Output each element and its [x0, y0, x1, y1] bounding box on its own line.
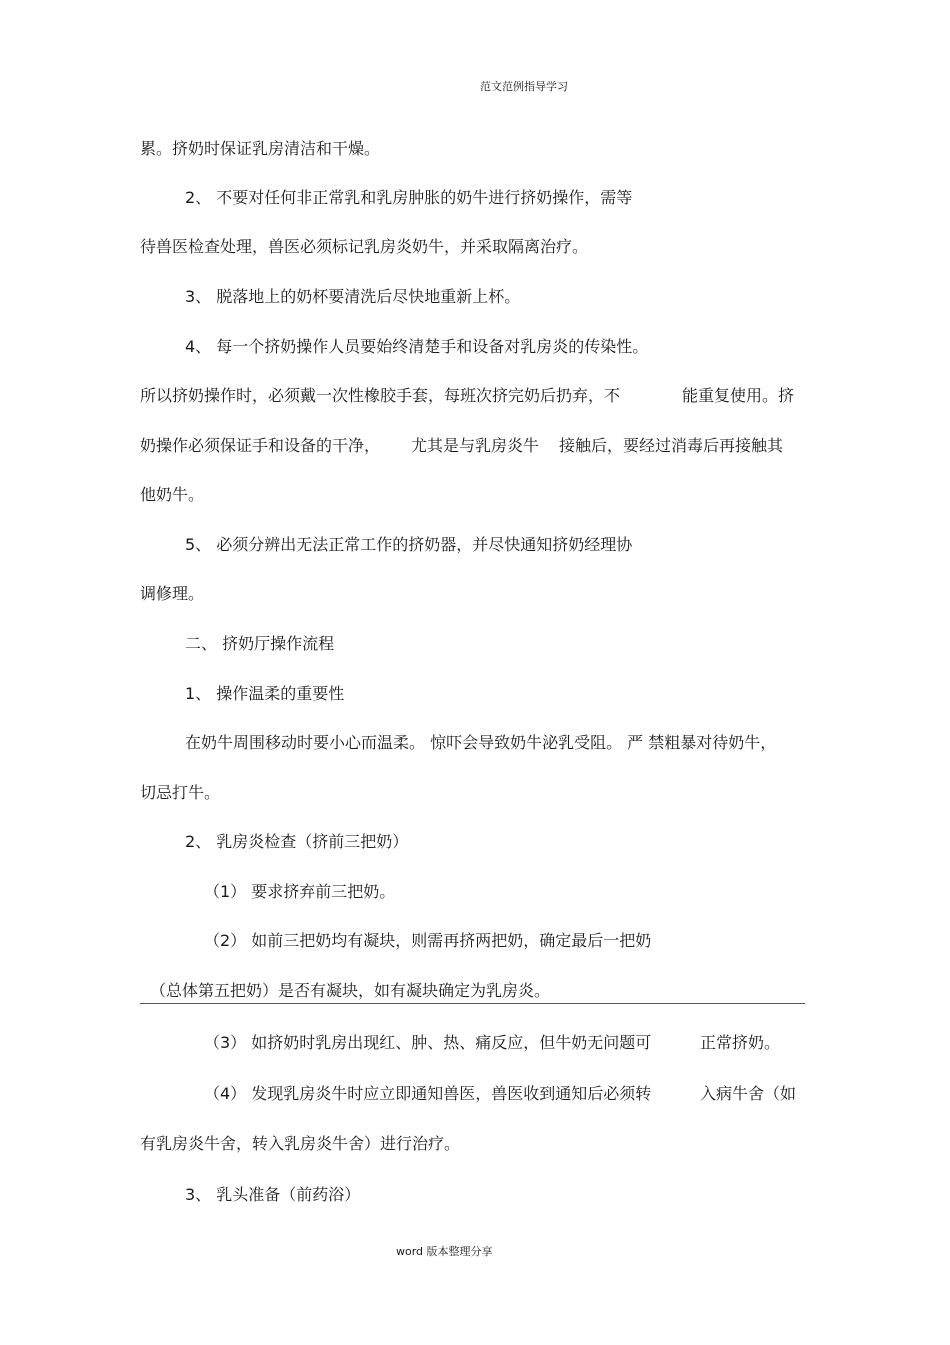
paragraph-line: 在奶牛周围移动时要小心而温柔。 惊吓会导致奶牛泌乳受阻。 严 禁粗暴对待奶牛， [185, 733, 777, 752]
paragraph-line: 待兽医检查处理，兽医必须标记乳房炎奶牛，并采取隔离治疗。 [140, 237, 589, 256]
list-item: （1） 要求挤弃前三把奶。 [204, 882, 396, 901]
paragraph-line: 尤其是与乳房炎牛 [411, 436, 540, 455]
list-item: （4） 发现乳房炎牛时应立即通知兽医，兽医收到通知后必须转 [204, 1084, 652, 1103]
paragraph-line: （总体第五把奶）是否有凝块，如有凝块确定为乳房炎。 [150, 981, 551, 1000]
section-heading: 二、 挤奶厅操作流程 [185, 634, 335, 653]
paragraph-line: 所以挤奶操作时，必须戴一次性橡胶手套，每班次挤完奶后扔弃，不 [140, 386, 621, 405]
paragraph-line: 切忌打牛。 [140, 783, 221, 802]
paragraph-line: 5、 必须分辨出无法正常工作的挤奶器，并尽快通知挤奶经理协 [185, 535, 633, 554]
paragraph-line: 接触后，要经过消毒后再接触其 [559, 436, 784, 455]
list-item: （3） 如挤奶时乳房出现红、肿、热、痛反应，但牛奶无问题可 [204, 1033, 652, 1052]
subsection-heading: 1、 操作温柔的重要性 [185, 684, 345, 703]
paragraph-line: 奶操作必须保证手和设备的干净， [140, 436, 381, 455]
paragraph-line: 调修理。 [140, 584, 205, 603]
subsection-heading: 3、 乳头准备（前药浴） [185, 1185, 361, 1204]
page-footer: word 版本整理分享 [396, 1245, 493, 1258]
page-header: 范文范例指导学习 [480, 80, 568, 93]
paragraph-line: 入病牛舍（如 [700, 1084, 797, 1103]
list-item: （2） 如前三把奶均有凝块，则需再挤两把奶，确定最后一把奶 [204, 931, 652, 950]
page-divider [140, 1003, 805, 1004]
paragraph-line: 4、 每一个挤奶操作人员要始终清楚手和设备对乳房炎的传染性。 [185, 337, 649, 356]
paragraph-line: 累。挤奶时保证乳房清洁和干燥。 [140, 139, 381, 158]
paragraph-line: 他奶牛。 [140, 485, 205, 504]
paragraph-line: 能重复使用。挤 [682, 386, 795, 405]
paragraph-line: 正常挤奶。 [700, 1033, 781, 1052]
paragraph-line: 2、 不要对任何非正常乳和乳房肿胀的奶牛进行挤奶操作，需等 [185, 188, 633, 207]
paragraph-line: 3、 脱落地上的奶杯要清洗后尽快地重新上杯。 [185, 287, 521, 306]
paragraph-line: 有乳房炎牛舍，转入乳房炎牛舍）进行治疗。 [140, 1134, 461, 1153]
subsection-heading: 2、 乳房炎检查（挤前三把奶） [185, 832, 409, 851]
